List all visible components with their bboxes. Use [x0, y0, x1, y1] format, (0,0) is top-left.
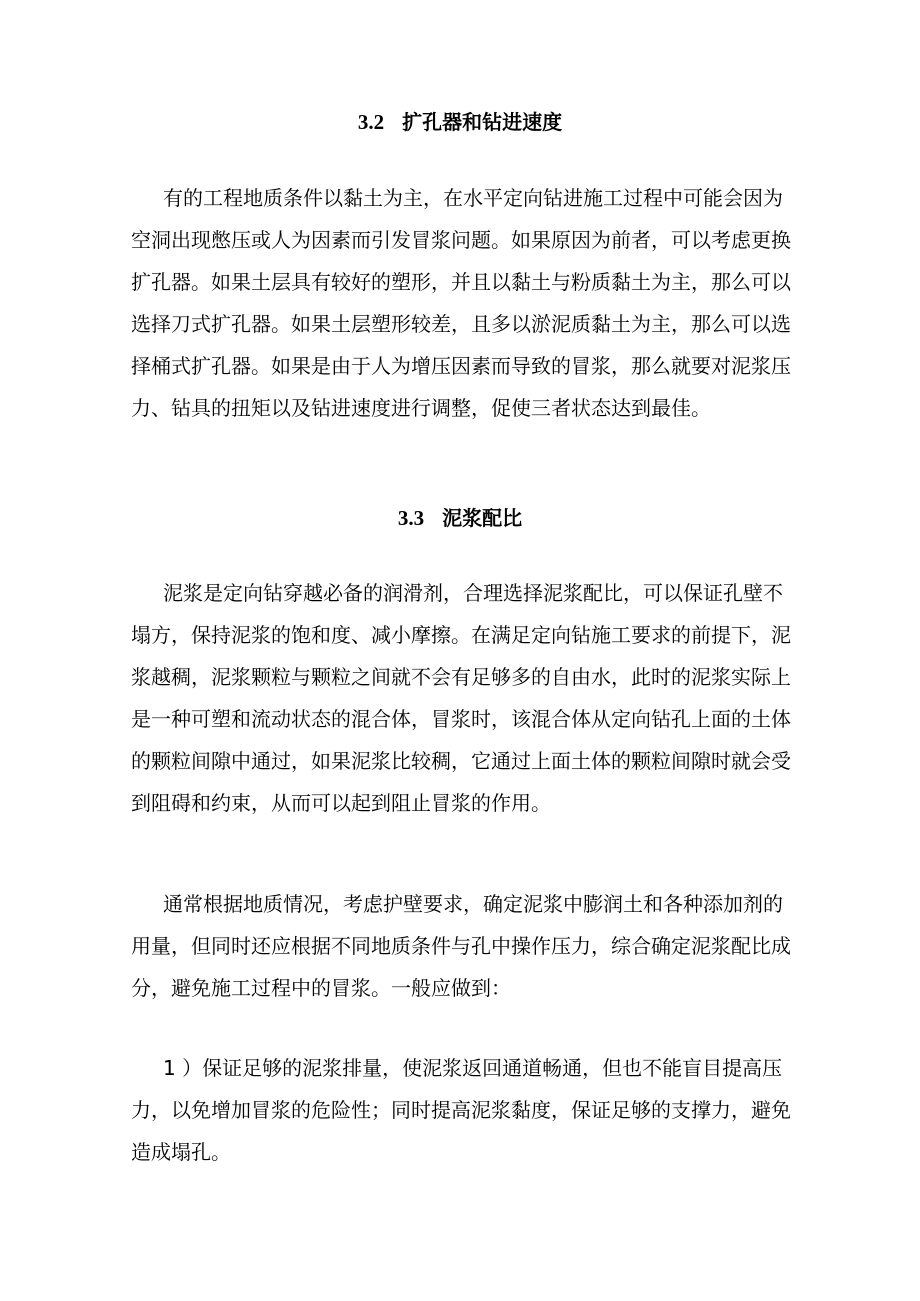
- section-title: 扩孔器和钻进速度: [402, 110, 563, 134]
- section-number: 3.2: [357, 110, 385, 134]
- paragraph-line: 有的工程地质条件以黏土为主，在水平定向钻进施工过程中可能会因为: [163, 186, 783, 210]
- paragraph-line: 1 ）保证足够的泥浆排量，使泥浆返回通道畅通，但也不能盲目提高压: [163, 1056, 783, 1080]
- section-heading-3-2: [0, 107, 920, 137]
- section-heading-3-3: [0, 503, 920, 533]
- section-title: 泥浆配比: [442, 506, 523, 530]
- paragraph-line: 选择刀式扩孔器。如果土层塑形较差，且多以淤泥质黏土为主，那么可以选: [131, 312, 791, 336]
- paragraph-line: 的颗粒间隙中通过，如果泥浆比较稠，它通过上面土体的颗粒间隙时就会受: [131, 749, 791, 773]
- paragraph-line: 到阻碍和约束，从而可以起到阻止冒浆的作用。: [131, 791, 551, 815]
- paragraph-mud-ratio: [131, 883, 791, 1009]
- paragraph-line: 通常根据地质情况，考虑护壁要求，确定泥浆中膨润土和各种添加剂的: [163, 892, 783, 916]
- paragraph-line: 用量，但同时还应根据不同地质条件与孔中操作压力，综合确定泥浆配比成: [131, 934, 791, 958]
- paragraph-line: 分，避免施工过程中的冒浆。一般应做到：: [131, 976, 511, 1000]
- paragraph-item-1: [131, 1047, 791, 1173]
- paragraph-line: 空洞出现憋压或人为因素而引发冒浆问题。如果原因为前者，可以考虑更换: [131, 228, 791, 252]
- paragraph-line: 择桶式扩孔器。如果是由于人为增压因素而导致的冒浆，那么就要对泥浆压: [131, 354, 791, 378]
- paragraph-line: 泥浆是定向钻穿越必备的润滑剂，合理选择泥浆配比，可以保证孔壁不: [163, 581, 783, 605]
- paragraph-line: 浆越稠，泥浆颗粒与颗粒之间就不会有足够多的自由水，此时的泥浆实际上: [131, 665, 791, 689]
- section-number: 3.3: [397, 506, 425, 530]
- paragraph-line: 扩孔器。如果土层具有较好的塑形，并且以黏土与粉质黏土为主，那么可以: [131, 270, 791, 294]
- paragraph-line: 力，以免增加冒浆的危险性；同时提高泥浆黏度，保证足够的支撑力，避免: [131, 1098, 791, 1122]
- paragraph-line: 力、钻具的扭矩以及钻进速度进行调整，促使三者状态达到最佳。: [131, 396, 711, 420]
- paragraph-mud-lubricant: [131, 572, 791, 824]
- paragraph-line: 是一种可塑和流动状态的混合体，冒浆时，该混合体从定向钻孔上面的土体: [131, 707, 791, 731]
- paragraph-line: 造成塌孔。: [131, 1140, 231, 1164]
- paragraph-line: 塌方，保持泥浆的饱和度、减小摩擦。在满足定向钻施工要求的前提下，泥: [131, 623, 791, 647]
- paragraph-reamer: [131, 177, 791, 429]
